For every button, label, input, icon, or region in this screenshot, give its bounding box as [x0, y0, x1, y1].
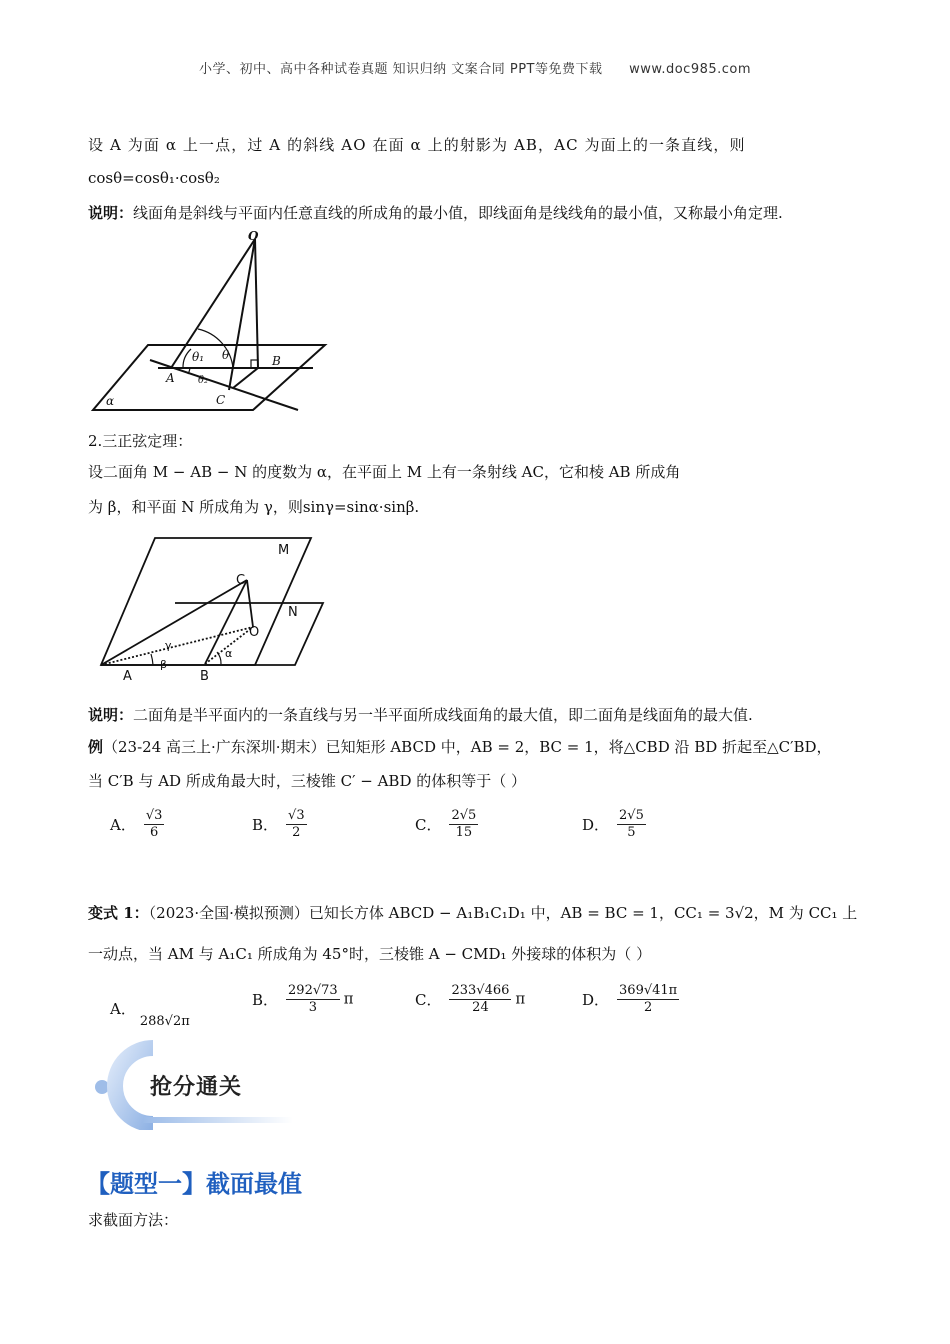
fig1-label-O: O	[248, 229, 259, 243]
theorem2-title: 2.三正弦定理：	[88, 432, 193, 450]
page-header	[0, 58, 950, 77]
section-heading: 【题型一】截面最值	[86, 1170, 302, 1198]
fig2-label-alpha: α	[225, 647, 233, 660]
variant-option-d[interactable]: D． $\frac{369√41\pi}{2}$	[582, 983, 678, 1015]
plane-alpha	[93, 345, 325, 410]
fig2-label-B: B	[200, 669, 209, 684]
section-subtext: 求截面方法：	[88, 1211, 179, 1229]
note2	[88, 705, 753, 725]
fig1-label-theta2: θ₂	[198, 375, 209, 386]
note2-text: 二面角是半平面内的一条直线与另一半平面所成线面角的最大值，即二面角是线面角的最大值.	[133, 706, 753, 724]
fig2-label-M: M	[278, 543, 290, 558]
figure-min-angle	[88, 225, 338, 415]
badge-label: 抢分通关	[150, 1075, 243, 1100]
fig1-label-B: B	[272, 354, 281, 368]
variant-text1: （2023·全国·模拟预测）已知长方体 ABCD − A₁B₁C₁D₁ 中，AB = BC = 1，CC₁ = 3√2，M 为 CC₁ 上	[148, 904, 858, 922]
example-label: 例	[88, 738, 104, 756]
theorem1-note	[88, 203, 783, 223]
fig2-label-N: N	[288, 605, 298, 620]
fig2-label-O: O	[249, 625, 260, 640]
example-option-d[interactable]: D． $\frac{2√5}{5}$	[582, 808, 644, 840]
fig2-label-A: A	[123, 669, 132, 684]
fig2-label-C: C	[236, 573, 246, 588]
example-option-a[interactable]: A． $\frac{√3}{6}$	[110, 808, 163, 840]
variant-option-b[interactable]: B． $\frac{292√73}{3}$ π	[252, 983, 354, 1015]
figure-three-sine	[95, 530, 335, 690]
example-line1	[88, 737, 832, 757]
theorem2-line2: 为 β，和平面 N 所成角为 γ，则sinγ=sinα·sinβ.	[88, 498, 420, 516]
variant-line2: 一动点，当 AM 与 A₁C₁ 所成角为 45°时，三棱锥 A − CMD₁ 外接球的体积为（ ）	[88, 945, 652, 963]
theorem2-line1: 设二面角 M − AB − N 的度数为 α，在平面上 M 上有一条射线 AC，它和棱 AB 所成角	[88, 463, 681, 481]
fig2-label-gamma: γ	[165, 639, 172, 652]
variant-option-a[interactable]: A．288√2π	[110, 1000, 190, 1029]
note2-label: 说明：	[88, 706, 134, 724]
theorem1-formula: cosθ=cosθ₁·cosθ₂	[88, 169, 220, 187]
variant-option-c[interactable]: C． $\frac{233√466}{24}$ π	[415, 983, 526, 1015]
variant-label: 变式 1：	[88, 904, 149, 922]
fig1-label-theta1: θ₁	[192, 350, 205, 364]
theorem1-line1: 设 A 为面 α 上一点，过 A 的斜线 AO 在面 α 上的射影为 AB，AC 为面上的一条直线，则	[88, 136, 746, 154]
fig1-label-theta: θ	[222, 348, 230, 362]
example-option-c[interactable]: C． $\frac{2√5}{15}$	[415, 808, 477, 840]
example-option-b[interactable]: B． $\frac{√3}{2}$	[252, 808, 305, 840]
header-text: 小学、初中、高中各种试卷真题 知识归纳 文案合同 PPT等免费下载	[198, 62, 603, 77]
fig1-label-alpha: α	[106, 394, 115, 408]
fig2-label-beta: β	[160, 658, 168, 671]
note-text: 线面角是斜线与平面内任意直线的所成角的最小值，即线面角是线线角的最小值，又称最小角定理.	[133, 204, 783, 222]
example-line2: 当 C′B 与 AD 所成角最大时，三棱锥 C′ − ABD 的体积等于（ ）	[88, 772, 527, 790]
variant-line1	[88, 903, 857, 923]
fig1-label-A: A	[166, 371, 175, 385]
fig1-label-C: C	[216, 393, 226, 407]
header-site[interactable]: www.doc985.com	[629, 62, 752, 77]
note-label: 说明：	[88, 204, 134, 222]
example-text1: （23-24 高三上·广东深圳·期末）已知矩形 ABCD 中，AB = 2，BC = 1，将△CBD 沿 BD 折起至△C′BD，	[103, 738, 832, 756]
